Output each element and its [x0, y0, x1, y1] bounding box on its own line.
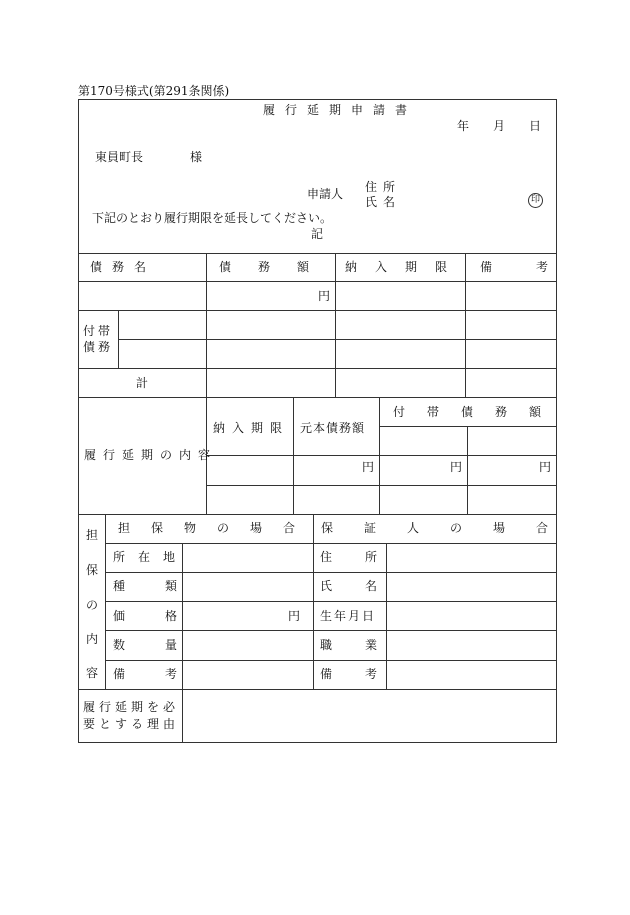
guarantor-address: 住所 — [320, 550, 411, 564]
collateral-header: 担保物の場合 — [118, 521, 317, 535]
debt-yen-unit: 円 — [318, 289, 331, 303]
extension-yen-2: 円 — [450, 460, 463, 474]
honorific: 様 — [190, 150, 203, 164]
seal-mark: 印 — [528, 193, 543, 208]
joint-label-line1: 付帯 — [83, 324, 114, 338]
header-remarks: 備考 — [480, 260, 593, 274]
request-text: 下記のとおり履行期限を延長してください。 — [92, 211, 333, 225]
applicant-name-label: 氏名 — [365, 195, 402, 209]
date-day: 日 — [529, 119, 542, 133]
guarantor-remarks: 備考 — [320, 667, 411, 681]
total-label: 計 — [136, 376, 149, 390]
collateral-type: 種類 — [113, 579, 218, 593]
date-year: 年 — [457, 119, 470, 133]
form-number: 第170号様式(第291条関係) — [78, 84, 230, 98]
reason-label-line2: 要とする理由 — [83, 717, 180, 731]
guarantor-header: 保証人の場合 — [321, 521, 580, 535]
extension-label: 履行延期の内容 — [84, 448, 218, 462]
guarantor-name: 氏名 — [320, 579, 411, 593]
extension-yen-3: 円 — [539, 460, 552, 474]
header-due-date: 納入期限 — [345, 260, 466, 274]
collateral-yen-unit: 円 — [288, 609, 301, 623]
addressee: 東員町長 — [95, 150, 144, 164]
reason-label-line1: 履行延期を必 — [83, 700, 180, 714]
ki-label: 記 — [311, 227, 324, 241]
header-debt-name: 債務名 — [90, 260, 157, 274]
extension-yen-1: 円 — [362, 460, 375, 474]
collateral-quantity: 数量 — [113, 638, 218, 652]
date-month: 月 — [493, 119, 506, 133]
header-debt-amount: 債務額 — [219, 260, 337, 274]
applicant-label: 申請人 — [307, 187, 344, 201]
applicant-address-label: 住所 — [365, 180, 402, 194]
extension-due-date: 納入期限 — [213, 421, 290, 435]
collateral-location: 所在地 — [113, 550, 189, 564]
guarantor-occupation: 職業 — [320, 638, 411, 652]
collateral-remarks: 備考 — [113, 667, 218, 681]
form-title: 履行延期申請書 — [263, 103, 418, 117]
collateral-price: 価格 — [113, 609, 218, 623]
extension-principal: 元本債務額 — [300, 421, 366, 435]
guarantor-birthdate: 生年月日 — [320, 609, 377, 623]
extension-joint-debt: 付帯債務額 — [393, 405, 564, 419]
joint-label-line2: 債務 — [83, 340, 114, 354]
